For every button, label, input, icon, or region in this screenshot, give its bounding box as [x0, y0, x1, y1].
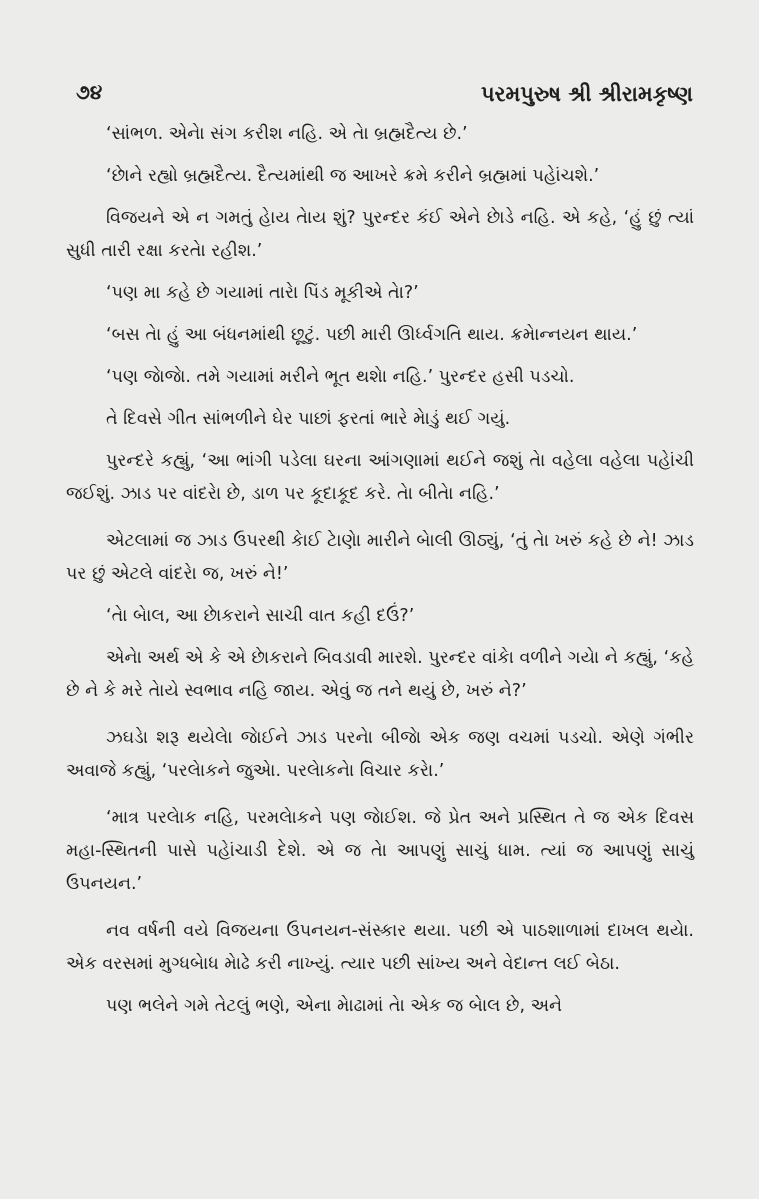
paragraph-1: ‘સાંભળ. એનેા સંગ કરીશ નહિ. એ તેા બ્રહ્મદૈત્ય છે.’ [106, 124, 468, 144]
running-title: પરમપુરુષ શ્રી શ્રીરામકૃષ્ણ [480, 82, 693, 106]
paragraph-4: ‘પણ મા કહે છે ગયામાં તારેા પિંડ મૂકીએ તેા?’ [106, 283, 419, 303]
paragraph-10: ‘તેા બેાલ, આ છેાકરાને સાચી વાત કહી દઉં?’ [106, 606, 415, 626]
page-number: ૭૪ [76, 80, 103, 104]
paragraph-13: ‘માત્ર પરલેાક નહિ, પરમલેાકને પણ જેાઈશ. જે પ્રેત અને પ્રસ્થિત તે જ એક દિવસ મહા-સ્થિતની પાસે પહેાંચાડી દેશે. એ જ તેા આપણું સાચું ધામ. ત્યાં જ આપણું સાચું ઉપનયન.’ [66, 808, 694, 894]
paragraph-14: નવ વર્ષની વયે વિજયના ઉપનયન-સંસ્કાર થયા. પછી એ પાઠશાળામાં દાખલ થયેા. એક વરસમાં મુગ્ધબેાધ મેાઢે કરી નાખ્યું. ત્યાર પછી સાંખ્ય અને વેદાન્ત લઈ બેઠા. [66, 921, 694, 974]
paragraph-15: પણ ભલેને ગમે તેટલું ભણે, એના મેાઢામાં તેા એક જ બેાલ છે, અને [106, 996, 563, 1016]
paragraph-6: ‘પણ જેાજેા. તમે ગયામાં મરીને ભૂત થશેા નહિ.’ પુરન્દર હસી પડચો. [106, 367, 575, 387]
paragraph-7: તે દિવસે ગીત સાંભળીને ઘેર પાછાં ફરતાં ભારે મેાડું થઈ ગયું. [106, 409, 511, 429]
paragraph-3: વિજયને એ ન ગમતું હેાય તેાય શું? પુરન્દર કંઈ એને છેાડે નહિ. એ કહે, ‘હું છું ત્યાં સુધી તારી રક્ષા કરતેા રહીશ.’ [66, 208, 694, 261]
body-text [66, 118, 694, 1032]
paragraph-8: પુરન્દરે કહ્યું, ‘આ ભાંગી પડેલા ઘરના આંગણામાં થઈને જશું તેા વહેલા વહેલા પહેાંચી જઈશું. ઝાડ પર વાંદરેા છે, ડાળ પર કૂદાકૂદ કરે. તેા બીતેા નહિ.’ [66, 451, 694, 504]
paragraph-9: એટલામાં જ ઝાડ ઉપરથી કેાઈ ટેાણેા મારીને બેાલી ઊઠ્યું, ‘તું તેા ખરું કહે છે ને! ઝાડ પર છું એટલે વાંદરેા જ, ખરું ને!’ [66, 531, 694, 584]
paragraph-11: એનેા અર્થ એ કે એ છેાકરાને બિવડાવી મારશે. પુરન્દર વાંકેા વળીને ગયેા ને કહ્યું, ‘કહે છે ને કે મરે તેાયે સ્વભાવ નહિ જાય. એવું જ તને થયું છે, ખરું ને?’ [66, 648, 694, 701]
paragraph-2: ‘છેાને રહ્યો બ્રહ્મદૈત્ય. દૈત્યમાંથી જ આખરે ક્રમે કરીને બ્રહ્મમાં પહેાંચશે.’ [106, 166, 600, 186]
paragraph-5: ‘બસ તેા હું આ બંધનમાંથી છૂટું. પછી મારી ઊર્ધ્વગતિ થાય. ક્રમેાન્નયન થાય.’ [106, 325, 638, 345]
paragraph-12: ઝઘડેા શરૂ થયેલેા જેાઈને ઝાડ પરનેા બીજેા એક જણ વચમાં પડચો. એણે ગંભીર અવાજે કહ્યું, ‘પરલેાકને જુએા. પરલેાકનેા વિચાર કરેા.’ [66, 728, 694, 781]
